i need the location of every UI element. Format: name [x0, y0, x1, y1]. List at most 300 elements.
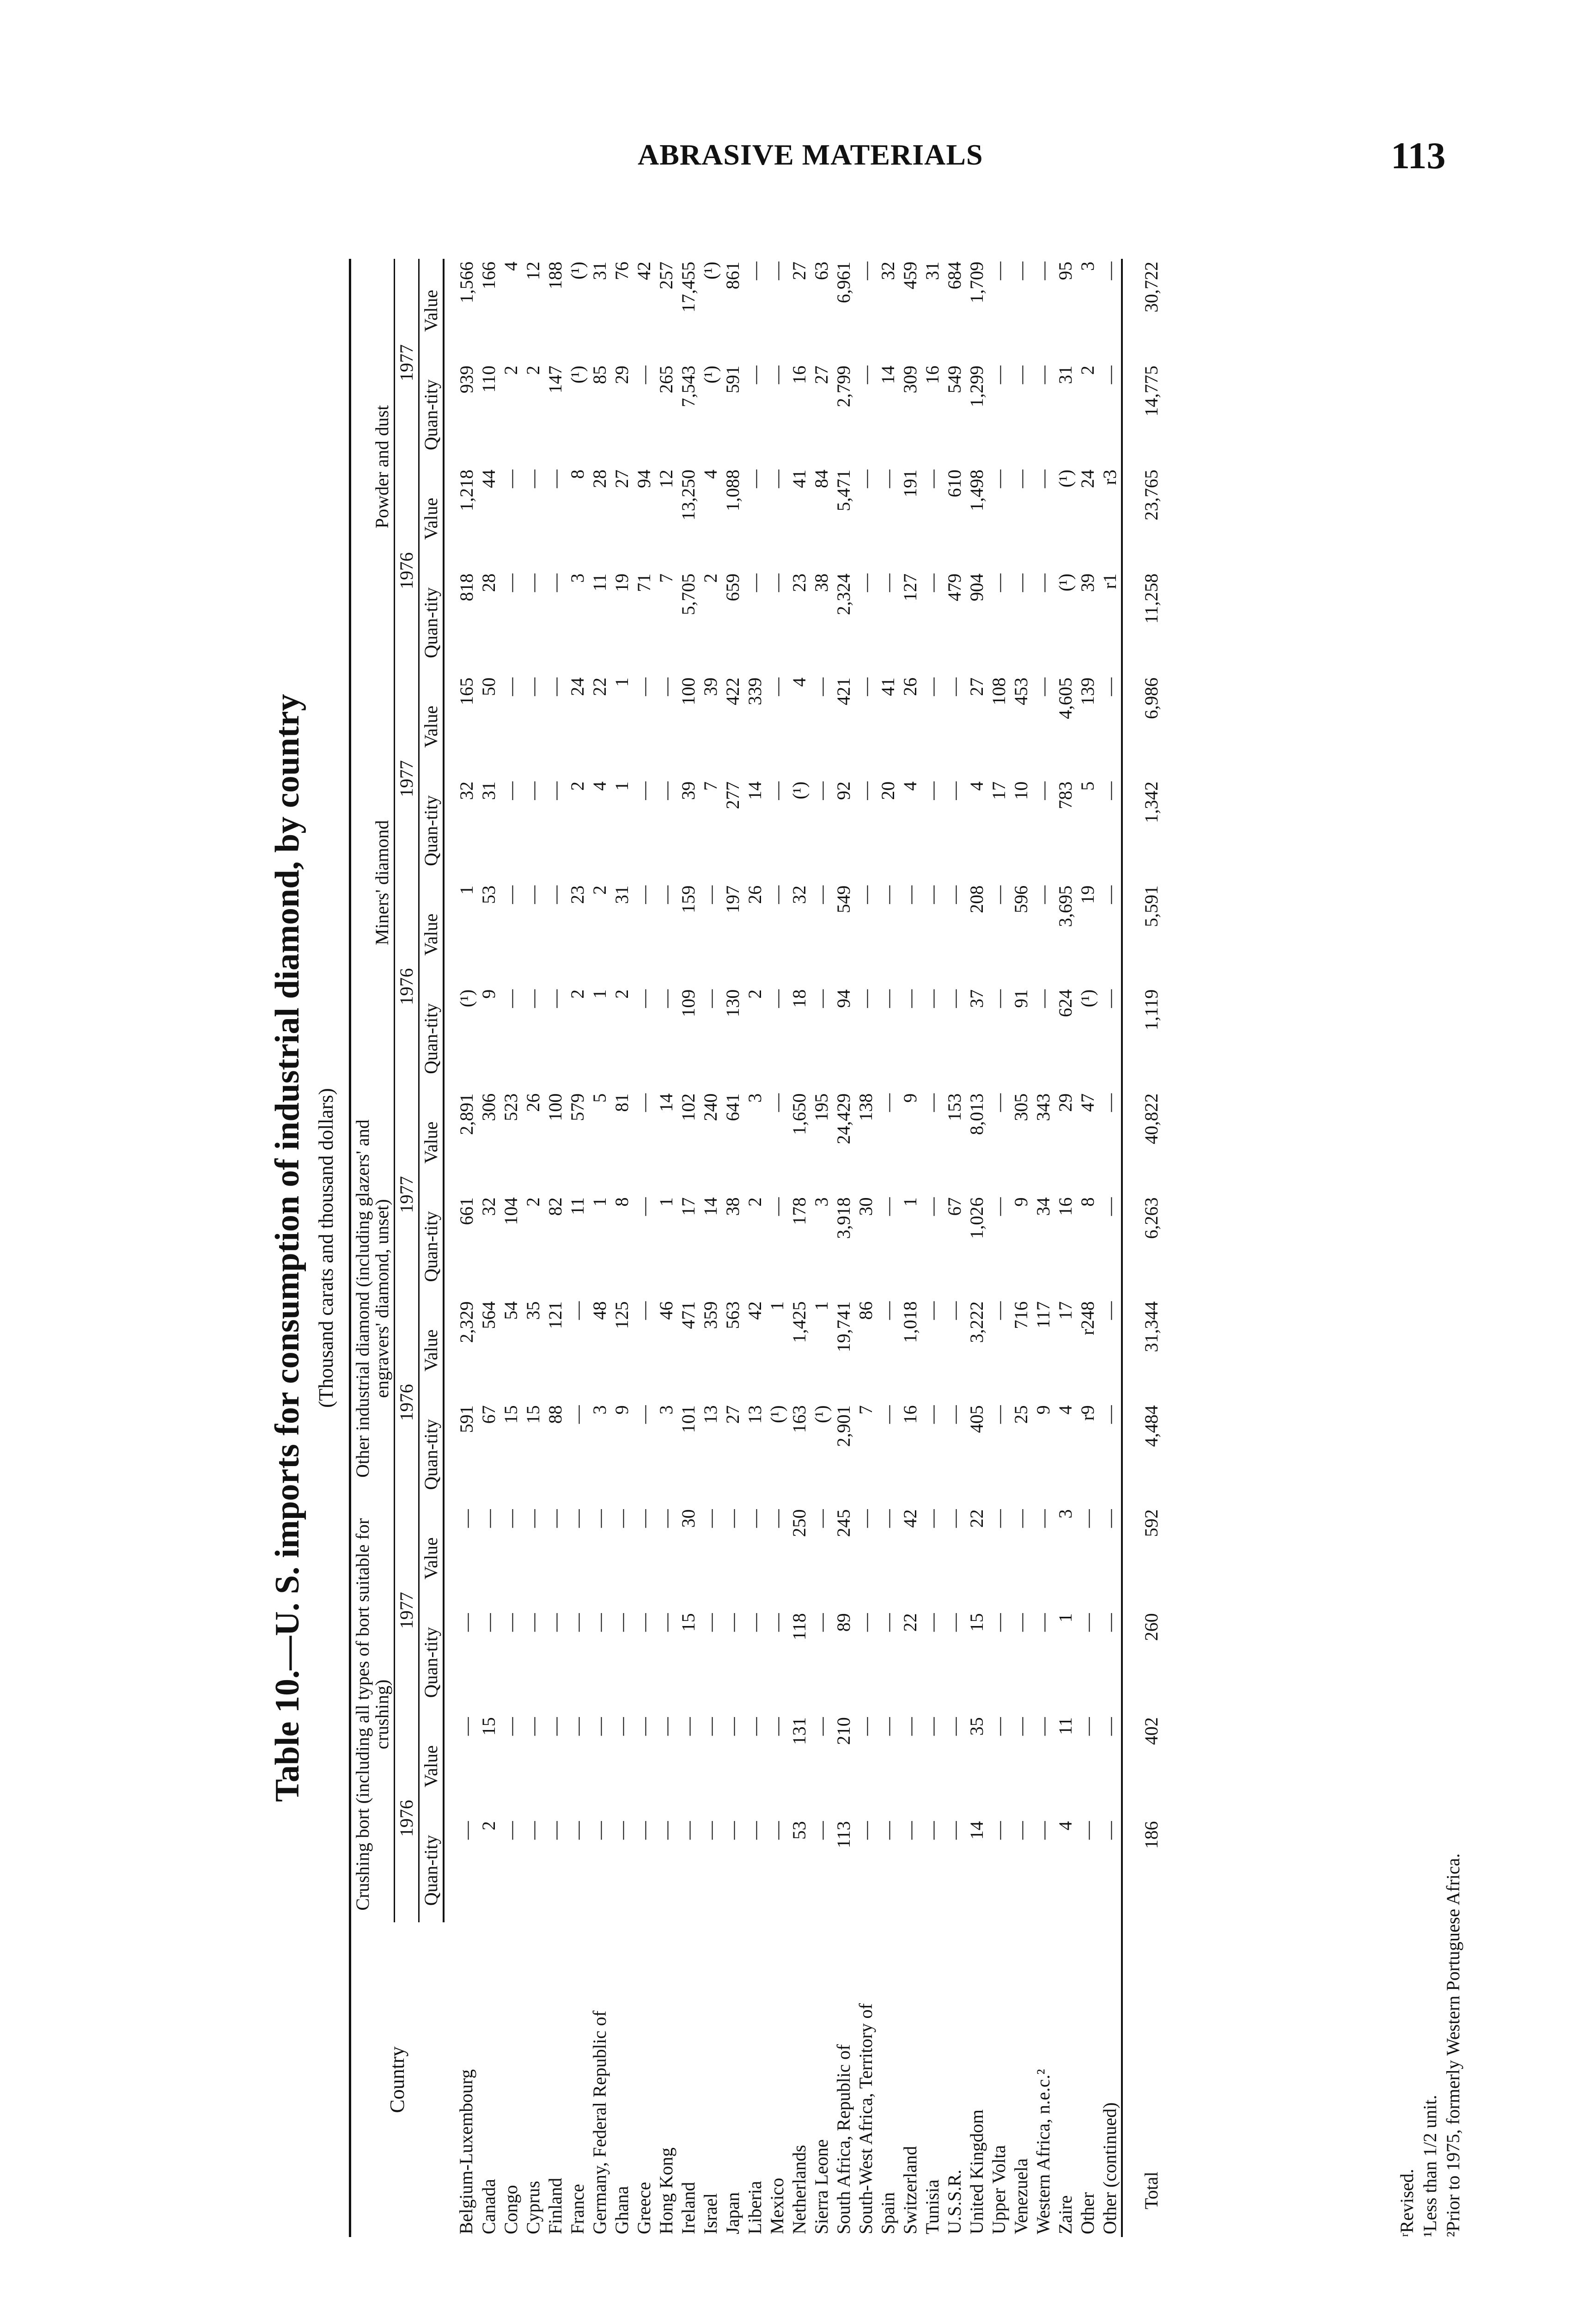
table-cell: — — [767, 469, 787, 488]
table-cell: — — [634, 1821, 654, 1840]
table-cell: — — [877, 885, 898, 904]
country-label: Switzerland — [900, 2146, 920, 2234]
table-cell: 13,250 — [678, 469, 699, 520]
country-name — [1077, 1922, 1099, 2237]
table-cell: — — [767, 1821, 787, 1840]
table-cell: — — [811, 989, 832, 1008]
table-cell: 9 — [1033, 1405, 1054, 1415]
table-cell: — — [634, 1405, 654, 1424]
table-row — [1010, 259, 1032, 2237]
table-cell: — — [811, 1717, 832, 1736]
table-cell: — — [523, 469, 543, 488]
table-cell: — — [456, 1509, 477, 1528]
table-cell: — — [988, 1093, 1009, 1112]
table-cell: 17 — [1055, 1301, 1076, 1320]
table-cell: 564 — [478, 1301, 499, 1329]
table-cell: — — [922, 1093, 943, 1112]
table-cell: — — [744, 573, 765, 592]
table-cell: — — [922, 885, 943, 904]
table-cell: — — [656, 885, 676, 904]
table-cell: 8 — [567, 469, 588, 479]
table-cell: — — [744, 366, 765, 384]
table-cell: 1,299 — [966, 366, 987, 407]
table-row — [877, 259, 899, 2237]
country-name — [444, 1922, 478, 2237]
table-cell: — — [767, 366, 787, 384]
table-cell: — — [500, 1717, 521, 1736]
table-cell: — — [1099, 885, 1120, 904]
table-cell: 94 — [634, 469, 654, 488]
table-cell: 523 — [500, 1093, 521, 1121]
table-cell: 100 — [545, 1093, 566, 1121]
table-cell: 2,324 — [833, 573, 854, 615]
table-cell: 102 — [678, 1093, 699, 1121]
table-cell: — — [1033, 1717, 1054, 1736]
table-cell: 7 — [700, 781, 721, 791]
rotated-table-block — [250, 259, 1488, 2237]
country-name — [810, 1922, 833, 2237]
table-cell: 5,705 — [678, 573, 699, 615]
header-group-miners-diamond: Miners' diamond — [350, 675, 395, 1091]
total-cell: 40,822 — [1122, 1091, 1166, 1195]
table-cell: 3,222 — [966, 1301, 987, 1343]
table-cell: 2 — [500, 366, 521, 375]
header-value: Value — [419, 1714, 444, 1818]
table-cell: 9 — [1011, 1197, 1031, 1207]
country-label: Venezuela — [1011, 2158, 1031, 2234]
total-cell: 5,591 — [1122, 883, 1166, 987]
table-cell: 81 — [611, 1093, 632, 1112]
table-cell: 9 — [611, 1405, 632, 1415]
table-cell: 127 — [900, 573, 920, 601]
table-cell: 31 — [611, 885, 632, 904]
table-cell: 108 — [988, 677, 1009, 705]
table-cell: — — [456, 1717, 477, 1736]
table-cell: — — [855, 366, 876, 384]
table-cell: 661 — [456, 1197, 477, 1225]
table-cell: — — [1099, 1405, 1120, 1424]
table-cell: 641 — [722, 1093, 743, 1121]
table-cell: 117 — [1033, 1301, 1054, 1328]
total-row — [1122, 259, 1166, 2237]
table-cell: — — [1033, 366, 1054, 384]
table-cell: — — [523, 573, 543, 592]
table-cell: 904 — [966, 573, 987, 601]
total-cell: 31,344 — [1122, 1298, 1166, 1402]
table-cell: 1 — [589, 989, 610, 999]
table-cell: — — [700, 1717, 721, 1736]
table-cell: 5,471 — [833, 469, 854, 511]
table-cell: — — [456, 1613, 477, 1632]
table-cell: 1,218 — [456, 469, 477, 511]
table-cell: — — [877, 1717, 898, 1736]
table-cell: 131 — [789, 1717, 810, 1745]
table-cell: 31 — [478, 781, 499, 800]
table-cell: — — [1033, 1509, 1054, 1528]
footnotes — [1395, 850, 1465, 2237]
country-label: Netherlands — [789, 2145, 810, 2234]
table-cell: — — [634, 1093, 654, 1112]
table-cell: 38 — [811, 573, 832, 592]
table-cell: 2 — [700, 573, 721, 583]
table-cell: 4 — [700, 469, 721, 479]
table-cell: 818 — [456, 573, 477, 601]
table-cell: — — [523, 677, 543, 696]
total-cell: 11,258 — [1122, 571, 1166, 675]
table-subtitle: (Thousand carats and thousand dollars) — [315, 1088, 337, 1408]
table-row — [444, 259, 478, 2237]
table-cell: — — [877, 1509, 898, 1528]
header-year: 1976 — [395, 883, 419, 1091]
table-cell: — — [1011, 366, 1031, 384]
header-value: Value — [419, 883, 444, 987]
table-cell: 121 — [545, 1301, 566, 1329]
table-cell: 22 — [966, 1509, 987, 1528]
table-cell: — — [1099, 1093, 1120, 1112]
table-row — [544, 259, 567, 2237]
table-cell: 11 — [1055, 1717, 1076, 1735]
table-cell: 1,026 — [966, 1197, 987, 1239]
table-cell: — — [523, 885, 543, 904]
table-row — [722, 259, 744, 2237]
table-cell: — — [611, 1613, 632, 1632]
table-cell: — — [656, 1613, 676, 1632]
header-year: 1977 — [395, 259, 419, 467]
header-value: Value — [419, 675, 444, 779]
table-cell: — — [811, 1613, 832, 1632]
table-cell: 23 — [789, 573, 810, 592]
table-cell: 26 — [744, 885, 765, 904]
table-cell: — — [944, 1509, 965, 1528]
table-cell: 84 — [811, 469, 832, 488]
table-cell: 31 — [922, 262, 943, 280]
table-cell: — — [500, 1509, 521, 1528]
country-label: Greece — [634, 2182, 654, 2234]
header-quantity: Quan-tity — [419, 571, 444, 675]
table-cell: 579 — [567, 1093, 588, 1121]
table-cell: 15 — [678, 1613, 699, 1632]
table-cell: 3 — [1055, 1509, 1076, 1519]
table-cell: — — [900, 989, 920, 1008]
table-cell: 23 — [567, 885, 588, 904]
table-row — [1077, 259, 1099, 2237]
table-row — [1054, 259, 1077, 2237]
table-cell: 22 — [900, 1613, 920, 1632]
table-cell: 42 — [900, 1509, 920, 1528]
table-cell: 15 — [523, 1405, 543, 1424]
table-cell: 1 — [900, 1197, 920, 1207]
country-name — [1099, 1922, 1122, 2237]
total-label: Total — [1122, 1922, 1166, 2237]
table-cell: — — [877, 469, 898, 488]
table-cell: — — [589, 1613, 610, 1632]
table-cell: — — [944, 1613, 965, 1632]
country-name — [589, 1922, 611, 2237]
table-cell: — — [855, 989, 876, 1008]
table-cell: — — [1011, 469, 1031, 488]
total-cell: 23,765 — [1122, 467, 1166, 571]
table-cell: 48 — [589, 1301, 610, 1320]
table-cell: 624 — [1055, 989, 1076, 1017]
table-cell: 10 — [1011, 781, 1031, 800]
table-cell: 159 — [678, 885, 699, 913]
table-cell: — — [744, 1613, 765, 1632]
total-cell: 30,722 — [1122, 259, 1166, 363]
table-cell: — — [589, 1509, 610, 1528]
table-cell: — — [988, 1821, 1009, 1840]
table-cell: 1 — [611, 677, 632, 687]
table-cell: 610 — [944, 469, 965, 497]
table-cell: 1,650 — [789, 1093, 810, 1135]
header-quantity: Quan-tity — [419, 987, 444, 1091]
table-cell: — — [988, 1197, 1009, 1216]
table-cell: 195 — [811, 1093, 832, 1121]
table-cell: — — [500, 989, 521, 1008]
table-cell: 18 — [789, 989, 810, 1008]
table-cell: — — [700, 1821, 721, 1840]
header-year: 1977 — [395, 675, 419, 883]
table-cell: — — [500, 573, 521, 592]
country-label: Spain — [877, 2192, 898, 2234]
country-name — [1054, 1922, 1077, 2237]
table-cell: 82 — [545, 1197, 566, 1216]
table-row — [633, 259, 655, 2237]
country-label: South Africa, Republic of — [833, 2044, 854, 2234]
table-cell: 2 — [1077, 366, 1098, 375]
table-cell: 89 — [833, 1613, 854, 1632]
total-cell: 1,119 — [1122, 987, 1166, 1091]
table-row — [677, 259, 700, 2237]
table-cell: 4 — [500, 262, 521, 271]
table-cell: (¹) — [767, 1405, 787, 1424]
table-cell: 26 — [900, 677, 920, 696]
table-cell: 1,018 — [900, 1301, 920, 1343]
table-cell: 3,918 — [833, 1197, 854, 1239]
table-cell: — — [500, 885, 521, 904]
table-cell: — — [634, 989, 654, 1008]
table-row — [744, 259, 766, 2237]
table-cell: 32 — [789, 885, 810, 904]
table-cell: 6,961 — [833, 262, 854, 303]
total-cell: 6,986 — [1122, 675, 1166, 779]
table-row — [788, 259, 810, 2237]
table-cell: 939 — [456, 366, 477, 393]
table-cell: 3 — [811, 1197, 832, 1207]
table-cell: — — [877, 1197, 898, 1216]
table-cell: — — [634, 1301, 654, 1320]
table-cell: 191 — [900, 469, 920, 497]
table-cell: — — [1033, 262, 1054, 280]
table-cell: 16 — [1055, 1197, 1076, 1216]
table-cell: 92 — [833, 781, 854, 800]
table-cell: 2 — [589, 885, 610, 895]
table-cell: — — [1099, 781, 1120, 800]
table-cell: — — [767, 781, 787, 800]
table-cell: 1 — [456, 885, 477, 895]
country-name — [478, 1922, 500, 2237]
table-cell: — — [656, 1821, 676, 1840]
page-number: 113 — [1391, 135, 1446, 177]
table-cell: — — [744, 1509, 765, 1528]
total-cell: 1,342 — [1122, 779, 1166, 883]
table-cell: — — [944, 1821, 965, 1840]
table-cell: — — [567, 1717, 588, 1736]
table-cell: 2 — [478, 1821, 499, 1831]
table-cell: 716 — [1011, 1301, 1031, 1329]
country-label: Finland — [545, 2177, 566, 2234]
table-cell: — — [922, 1197, 943, 1216]
table-cell: 250 — [789, 1509, 810, 1537]
table-cell: — — [744, 262, 765, 280]
running-head: ABRASIVE MATERIALS — [638, 138, 983, 171]
header-value: Value — [419, 1298, 444, 1402]
table-cell: — — [922, 1717, 943, 1736]
country-label: Congo — [500, 2185, 521, 2234]
table-cell: 104 — [500, 1197, 521, 1225]
table-cell: — — [500, 781, 521, 800]
table-cell: — — [988, 989, 1009, 1008]
table-cell: 2 — [523, 1197, 543, 1207]
table-cell: — — [567, 1509, 588, 1528]
table-cell: — — [922, 573, 943, 592]
table-cell: (¹) — [567, 366, 588, 384]
table-cell: — — [855, 781, 876, 800]
table-cell: 110 — [478, 366, 499, 393]
table-cell: — — [545, 1509, 566, 1528]
table-cell: 1 — [1055, 1613, 1076, 1623]
table-cell: — — [767, 1197, 787, 1216]
table-cell: 563 — [722, 1301, 743, 1329]
table-cell: 471 — [678, 1301, 699, 1329]
table-cell: — — [744, 1821, 765, 1840]
table-cell: — — [944, 677, 965, 696]
table-cell: — — [855, 1509, 876, 1528]
table-cell: 113 — [833, 1821, 854, 1848]
table-cell: — — [877, 1405, 898, 1424]
table-cell: — — [545, 1821, 566, 1840]
table-cell: — — [1033, 989, 1054, 1008]
table-cell: 2 — [744, 989, 765, 999]
table-cell: (¹) — [700, 262, 721, 280]
table-cell: — — [900, 1821, 920, 1840]
country-label: Ireland — [678, 2182, 699, 2234]
table-cell: — — [545, 1717, 566, 1736]
table-cell: — — [988, 1509, 1009, 1528]
total-cell: 260 — [1122, 1610, 1166, 1714]
country-label: Other — [1077, 2192, 1098, 2234]
table-cell: 37 — [966, 989, 987, 1008]
table-cell: — — [988, 1301, 1009, 1320]
table-cell: 339 — [744, 677, 765, 705]
table-cell: — — [589, 1717, 610, 1736]
table-cell: — — [478, 1613, 499, 1632]
table-cell: 4 — [900, 781, 920, 791]
table-cell: 14 — [656, 1093, 676, 1112]
country-label: Japan — [722, 2192, 743, 2234]
country-name — [944, 1922, 966, 2237]
table-cell: — — [811, 1821, 832, 1840]
table-cell: — — [1033, 677, 1054, 696]
table-row — [810, 259, 833, 2237]
table-cell: 306 — [478, 1093, 499, 1121]
country-name — [833, 1922, 855, 2237]
table-row — [1099, 259, 1122, 2237]
table-cell: — — [545, 469, 566, 488]
table-cell: — — [1077, 1509, 1098, 1528]
table-cell: 94 — [833, 989, 854, 1008]
table-cell: 63 — [811, 262, 832, 280]
table-cell: — — [523, 989, 543, 1008]
table-cell: 7 — [855, 1405, 876, 1415]
table-cell: — — [767, 573, 787, 592]
table-cell: 91 — [1011, 989, 1031, 1008]
table-cell: 4 — [589, 781, 610, 791]
table-cell: — — [1011, 1509, 1031, 1528]
table-cell: 421 — [833, 677, 854, 705]
table-cell: 3 — [656, 1405, 676, 1415]
table-cell: — — [922, 989, 943, 1008]
table-cell: 277 — [722, 781, 743, 809]
table-cell: — — [567, 1405, 588, 1424]
header-year: 1976 — [395, 1714, 419, 1922]
table-cell: 130 — [722, 989, 743, 1017]
table-cell: — — [922, 677, 943, 696]
table-cell: 139 — [1077, 677, 1098, 705]
table-cell: — — [1011, 1717, 1031, 1736]
table-cell: 188 — [545, 262, 566, 289]
table-cell: — — [988, 366, 1009, 384]
table-cell: — — [900, 885, 920, 904]
header-value: Value — [419, 467, 444, 571]
header-group-other-industrial: Other industrial diamond (including glazers' and engravers' diamond, unset) — [350, 1091, 395, 1507]
table-cell: 9 — [900, 1093, 920, 1103]
table-cell: 71 — [634, 573, 654, 592]
table-cell: 30 — [855, 1197, 876, 1216]
table-cell: — — [811, 781, 832, 800]
table-cell: — — [478, 1509, 499, 1528]
table-cell: 25 — [1011, 1405, 1031, 1424]
table-cell: — — [944, 1717, 965, 1736]
table-cell: 31 — [1055, 366, 1076, 384]
table-cell: r1 — [1099, 573, 1120, 589]
table-cell: 28 — [589, 469, 610, 488]
country-name — [677, 1922, 700, 2237]
table-cell: r3 — [1099, 469, 1120, 485]
table-cell: — — [1099, 1821, 1120, 1840]
table-cell: — — [1077, 1613, 1098, 1632]
table-cell: — — [988, 573, 1009, 592]
table-cell: 8,013 — [966, 1093, 987, 1135]
table-cell: 2,329 — [456, 1301, 477, 1343]
country-name — [744, 1922, 766, 2237]
table-cell: — — [545, 1613, 566, 1632]
table-row — [700, 259, 722, 2237]
table-cell: — — [634, 1717, 654, 1736]
table-cell: 14 — [744, 781, 765, 800]
table-cell: 2 — [523, 366, 543, 375]
table-cell: 15 — [966, 1613, 987, 1632]
table-cell: 305 — [1011, 1093, 1031, 1121]
table-cell: 4 — [1055, 1405, 1076, 1415]
table-cell: 53 — [478, 885, 499, 904]
table-cell: 41 — [877, 677, 898, 696]
table-cell: — — [1011, 1613, 1031, 1632]
table-cell: — — [1099, 1301, 1120, 1320]
table-cell: — — [1099, 1509, 1120, 1528]
table-cell: 20 — [877, 781, 898, 800]
table-cell: 67 — [944, 1197, 965, 1216]
table-cell: — — [567, 1821, 588, 1840]
